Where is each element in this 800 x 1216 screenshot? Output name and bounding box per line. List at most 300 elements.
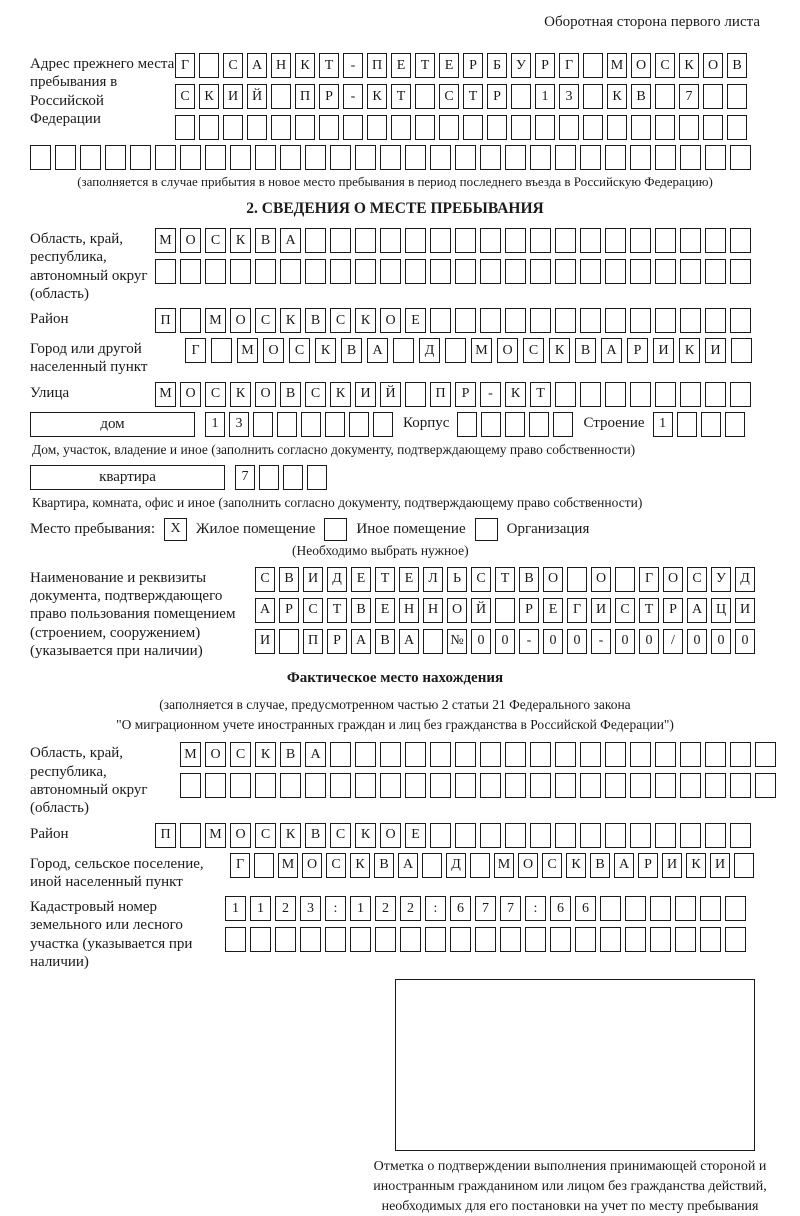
char-cell[interactable]: Ь	[447, 567, 467, 592]
char-cell[interactable]: С	[205, 382, 226, 407]
char-cell[interactable]: Р	[663, 598, 683, 623]
char-cell[interactable]: 0	[495, 629, 515, 654]
char-cell[interactable]	[487, 115, 507, 140]
char-cell[interactable]: И	[735, 598, 755, 623]
char-cell[interactable]: О	[518, 853, 538, 878]
char-cell[interactable]	[631, 115, 651, 140]
char-cell[interactable]	[630, 308, 651, 333]
char-cell[interactable]	[355, 228, 376, 253]
char-cell[interactable]	[422, 853, 442, 878]
char-cell[interactable]	[730, 145, 751, 170]
char-cell[interactable]	[679, 115, 699, 140]
char-cell[interactable]	[330, 742, 351, 767]
char-cell[interactable]	[457, 412, 477, 437]
char-cell[interactable]: К	[566, 853, 586, 878]
char-cell[interactable]	[455, 228, 476, 253]
char-cell[interactable]	[480, 742, 501, 767]
char-cell[interactable]	[580, 823, 601, 848]
char-cell[interactable]	[480, 145, 501, 170]
char-cell[interactable]	[655, 773, 676, 798]
char-cell[interactable]	[525, 927, 546, 952]
char-cell[interactable]	[730, 382, 751, 407]
char-cell[interactable]: С	[289, 338, 310, 363]
char-cell[interactable]	[230, 259, 251, 284]
char-cell[interactable]: О	[447, 598, 467, 623]
char-cell[interactable]	[155, 145, 176, 170]
char-cell[interactable]: -	[480, 382, 501, 407]
char-cell[interactable]: С	[471, 567, 491, 592]
char-cell[interactable]: С	[230, 742, 251, 767]
char-cell[interactable]: Й	[471, 598, 491, 623]
char-cell[interactable]	[605, 742, 626, 767]
char-cell[interactable]	[391, 115, 411, 140]
char-cell[interactable]: /	[663, 629, 683, 654]
char-cell[interactable]	[703, 115, 723, 140]
char-cell[interactable]: Т	[319, 53, 339, 78]
char-cell[interactable]: С	[205, 228, 226, 253]
char-cell[interactable]	[325, 927, 346, 952]
char-cell[interactable]	[255, 145, 276, 170]
char-cell[interactable]: М	[278, 853, 298, 878]
char-cell[interactable]	[271, 84, 291, 109]
char-cell[interactable]	[280, 773, 301, 798]
char-cell[interactable]	[430, 145, 451, 170]
char-cell[interactable]: В	[519, 567, 539, 592]
char-cell[interactable]	[650, 927, 671, 952]
char-cell[interactable]	[580, 145, 601, 170]
char-cell[interactable]	[727, 84, 747, 109]
char-cell[interactable]	[505, 823, 526, 848]
char-cell[interactable]: А	[255, 598, 275, 623]
char-cell[interactable]: О	[591, 567, 611, 592]
char-cell[interactable]: В	[305, 308, 326, 333]
char-cell[interactable]	[481, 412, 501, 437]
char-cell[interactable]: К	[330, 382, 351, 407]
char-cell[interactable]: К	[280, 823, 301, 848]
char-cell[interactable]: Р	[319, 84, 339, 109]
char-cell[interactable]: Б	[487, 53, 507, 78]
char-cell[interactable]	[439, 115, 459, 140]
char-cell[interactable]: И	[705, 338, 726, 363]
char-cell[interactable]	[480, 259, 501, 284]
char-cell[interactable]: Е	[399, 567, 419, 592]
char-cell[interactable]: Г	[185, 338, 206, 363]
char-cell[interactable]	[330, 773, 351, 798]
char-cell[interactable]: Т	[327, 598, 347, 623]
char-cell[interactable]: 0	[471, 629, 491, 654]
char-cell[interactable]	[555, 308, 576, 333]
char-cell[interactable]	[630, 773, 651, 798]
char-cell[interactable]: В	[280, 382, 301, 407]
char-cell[interactable]	[625, 927, 646, 952]
char-cell[interactable]	[367, 115, 387, 140]
char-cell[interactable]: С	[326, 853, 346, 878]
char-cell[interactable]	[380, 259, 401, 284]
char-cell[interactable]	[330, 259, 351, 284]
char-cell[interactable]	[349, 412, 369, 437]
char-cell[interactable]	[470, 853, 490, 878]
char-cell[interactable]	[255, 773, 276, 798]
char-cell[interactable]	[580, 773, 601, 798]
char-cell[interactable]: :	[325, 896, 346, 921]
char-cell[interactable]: С	[439, 84, 459, 109]
char-cell[interactable]	[630, 145, 651, 170]
char-cell[interactable]	[655, 228, 676, 253]
char-cell[interactable]: И	[662, 853, 682, 878]
char-cell[interactable]	[630, 382, 651, 407]
char-cell[interactable]: В	[375, 629, 395, 654]
char-cell[interactable]: А	[399, 629, 419, 654]
char-cell[interactable]	[705, 742, 726, 767]
char-cell[interactable]: Н	[423, 598, 443, 623]
char-cell[interactable]	[655, 84, 675, 109]
char-cell[interactable]	[511, 84, 531, 109]
char-cell[interactable]	[223, 115, 243, 140]
char-cell[interactable]	[705, 145, 726, 170]
char-cell[interactable]	[555, 823, 576, 848]
char-cell[interactable]	[655, 145, 676, 170]
char-cell[interactable]	[680, 145, 701, 170]
char-cell[interactable]	[225, 927, 246, 952]
char-cell[interactable]	[259, 465, 279, 490]
char-cell[interactable]	[734, 853, 754, 878]
char-cell[interactable]: О	[180, 228, 201, 253]
char-cell[interactable]: И	[710, 853, 730, 878]
char-cell[interactable]: М	[205, 308, 226, 333]
char-cell[interactable]	[500, 927, 521, 952]
char-cell[interactable]: А	[305, 742, 326, 767]
char-cell[interactable]: К	[315, 338, 336, 363]
char-cell[interactable]	[430, 259, 451, 284]
char-cell[interactable]	[680, 382, 701, 407]
char-cell[interactable]: Е	[391, 53, 411, 78]
char-cell[interactable]	[445, 338, 466, 363]
char-cell[interactable]: Д	[446, 853, 466, 878]
char-cell[interactable]: М	[494, 853, 514, 878]
char-cell[interactable]	[455, 742, 476, 767]
char-cell[interactable]	[405, 228, 426, 253]
char-cell[interactable]	[319, 115, 339, 140]
char-cell[interactable]: 0	[687, 629, 707, 654]
char-cell[interactable]	[600, 927, 621, 952]
char-cell[interactable]	[300, 927, 321, 952]
char-cell[interactable]: О	[263, 338, 284, 363]
char-cell[interactable]: Е	[375, 598, 395, 623]
char-cell[interactable]	[211, 338, 232, 363]
char-cell[interactable]	[700, 896, 721, 921]
char-cell[interactable]	[605, 259, 626, 284]
char-cell[interactable]	[701, 412, 721, 437]
char-cell[interactable]: 0	[543, 629, 563, 654]
char-cell[interactable]	[180, 773, 201, 798]
char-cell[interactable]: 6	[575, 896, 596, 921]
char-cell[interactable]: Р	[487, 84, 507, 109]
char-cell[interactable]: П	[367, 53, 387, 78]
char-cell[interactable]: О	[703, 53, 723, 78]
char-cell[interactable]: 0	[639, 629, 659, 654]
char-cell[interactable]	[405, 145, 426, 170]
char-cell[interactable]: Й	[380, 382, 401, 407]
char-cell[interactable]	[583, 53, 603, 78]
char-cell[interactable]	[230, 145, 251, 170]
char-cell[interactable]: А	[601, 338, 622, 363]
char-cell[interactable]	[455, 773, 476, 798]
char-cell[interactable]	[555, 773, 576, 798]
char-cell[interactable]: Г	[230, 853, 250, 878]
char-cell[interactable]	[705, 773, 726, 798]
char-cell[interactable]	[301, 412, 321, 437]
char-cell[interactable]: 0	[711, 629, 731, 654]
char-cell[interactable]: Е	[405, 308, 426, 333]
char-cell[interactable]: П	[155, 823, 176, 848]
char-cell[interactable]	[350, 927, 371, 952]
char-cell[interactable]: М	[155, 382, 176, 407]
char-cell[interactable]: В	[374, 853, 394, 878]
char-cell[interactable]	[705, 382, 726, 407]
char-cell[interactable]: К	[350, 853, 370, 878]
char-cell[interactable]: Й	[247, 84, 267, 109]
char-cell[interactable]	[380, 228, 401, 253]
char-cell[interactable]	[630, 823, 651, 848]
char-cell[interactable]	[330, 145, 351, 170]
char-cell[interactable]	[505, 412, 525, 437]
char-cell[interactable]: :	[425, 896, 446, 921]
char-cell[interactable]	[455, 308, 476, 333]
char-cell[interactable]	[455, 259, 476, 284]
char-cell[interactable]: П	[155, 308, 176, 333]
char-cell[interactable]: О	[631, 53, 651, 78]
char-cell[interactable]: №	[447, 629, 467, 654]
char-cell[interactable]: Ц	[711, 598, 731, 623]
char-cell[interactable]	[555, 145, 576, 170]
char-cell[interactable]	[423, 629, 443, 654]
char-cell[interactable]	[583, 115, 603, 140]
char-cell[interactable]: В	[727, 53, 747, 78]
char-cell[interactable]	[505, 742, 526, 767]
char-cell[interactable]	[535, 115, 555, 140]
char-cell[interactable]: Е	[405, 823, 426, 848]
char-cell[interactable]	[705, 228, 726, 253]
char-cell[interactable]	[675, 896, 696, 921]
char-cell[interactable]: Р	[327, 629, 347, 654]
char-cell[interactable]: Т	[495, 567, 515, 592]
char-cell[interactable]: :	[525, 896, 546, 921]
char-cell[interactable]	[655, 742, 676, 767]
char-cell[interactable]: Р	[519, 598, 539, 623]
char-cell[interactable]	[430, 228, 451, 253]
char-cell[interactable]	[559, 115, 579, 140]
char-cell[interactable]	[380, 742, 401, 767]
char-cell[interactable]: 3	[559, 84, 579, 109]
char-cell[interactable]: О	[380, 308, 401, 333]
char-cell[interactable]	[380, 145, 401, 170]
char-cell[interactable]	[425, 927, 446, 952]
char-cell[interactable]: Г	[175, 53, 195, 78]
char-cell[interactable]	[680, 823, 701, 848]
char-cell[interactable]: У	[711, 567, 731, 592]
char-cell[interactable]: И	[303, 567, 323, 592]
char-cell[interactable]: К	[280, 308, 301, 333]
char-cell[interactable]	[730, 228, 751, 253]
char-cell[interactable]: В	[351, 598, 371, 623]
char-cell[interactable]: П	[295, 84, 315, 109]
char-cell[interactable]: В	[575, 338, 596, 363]
char-cell[interactable]	[250, 927, 271, 952]
char-cell[interactable]	[580, 228, 601, 253]
char-cell[interactable]	[575, 927, 596, 952]
char-cell[interactable]: А	[614, 853, 634, 878]
char-cell[interactable]: О	[543, 567, 563, 592]
char-cell[interactable]: -	[591, 629, 611, 654]
char-cell[interactable]: М	[205, 823, 226, 848]
char-cell[interactable]	[325, 412, 345, 437]
char-cell[interactable]	[175, 115, 195, 140]
char-cell[interactable]	[199, 115, 219, 140]
char-cell[interactable]: А	[247, 53, 267, 78]
char-cell[interactable]	[280, 145, 301, 170]
char-cell[interactable]	[247, 115, 267, 140]
char-cell[interactable]	[605, 773, 626, 798]
char-cell[interactable]: О	[230, 823, 251, 848]
char-cell[interactable]	[205, 259, 226, 284]
char-cell[interactable]	[680, 259, 701, 284]
char-cell[interactable]: Р	[463, 53, 483, 78]
char-cell[interactable]	[567, 567, 587, 592]
char-cell[interactable]	[355, 742, 376, 767]
char-cell[interactable]	[580, 742, 601, 767]
char-cell[interactable]: К	[505, 382, 526, 407]
char-cell[interactable]	[680, 228, 701, 253]
char-cell[interactable]	[275, 927, 296, 952]
char-cell[interactable]: У	[511, 53, 531, 78]
char-cell[interactable]	[355, 259, 376, 284]
char-cell[interactable]: О	[205, 742, 226, 767]
char-cell[interactable]	[180, 145, 201, 170]
char-cell[interactable]	[283, 465, 303, 490]
char-cell[interactable]: В	[305, 823, 326, 848]
char-cell[interactable]	[530, 308, 551, 333]
char-cell[interactable]	[680, 773, 701, 798]
char-cell[interactable]	[475, 927, 496, 952]
char-cell[interactable]	[680, 308, 701, 333]
char-cell[interactable]	[705, 823, 726, 848]
char-cell[interactable]: Д	[735, 567, 755, 592]
char-cell[interactable]	[555, 742, 576, 767]
char-cell[interactable]	[555, 259, 576, 284]
char-cell[interactable]	[705, 259, 726, 284]
char-cell[interactable]	[725, 412, 745, 437]
char-cell[interactable]	[80, 145, 101, 170]
char-cell[interactable]: В	[590, 853, 610, 878]
char-cell[interactable]: К	[355, 823, 376, 848]
char-cell[interactable]	[130, 145, 151, 170]
char-cell[interactable]	[405, 382, 426, 407]
char-cell[interactable]: 0	[567, 629, 587, 654]
char-cell[interactable]: Р	[279, 598, 299, 623]
char-cell[interactable]: Т	[639, 598, 659, 623]
char-cell[interactable]	[180, 823, 201, 848]
char-cell[interactable]: С	[255, 823, 276, 848]
char-cell[interactable]: 3	[300, 896, 321, 921]
char-cell[interactable]	[730, 742, 751, 767]
char-cell[interactable]	[755, 742, 776, 767]
char-cell[interactable]	[279, 629, 299, 654]
char-cell[interactable]	[430, 773, 451, 798]
char-cell[interactable]	[680, 742, 701, 767]
char-cell[interactable]: 2	[400, 896, 421, 921]
char-cell[interactable]: Г	[567, 598, 587, 623]
char-cell[interactable]	[180, 308, 201, 333]
char-cell[interactable]	[30, 145, 51, 170]
char-cell[interactable]: Л	[423, 567, 443, 592]
char-cell[interactable]	[607, 115, 627, 140]
char-cell[interactable]	[529, 412, 549, 437]
char-cell[interactable]	[415, 84, 435, 109]
char-cell[interactable]	[305, 259, 326, 284]
char-cell[interactable]: С	[655, 53, 675, 78]
char-cell[interactable]	[583, 84, 603, 109]
char-cell[interactable]	[455, 823, 476, 848]
house-type-field[interactable]: дом	[30, 412, 195, 437]
char-cell[interactable]	[530, 145, 551, 170]
char-cell[interactable]: -	[519, 629, 539, 654]
char-cell[interactable]	[271, 115, 291, 140]
char-cell[interactable]	[355, 145, 376, 170]
char-cell[interactable]: -	[343, 53, 363, 78]
char-cell[interactable]: И	[653, 338, 674, 363]
char-cell[interactable]: 6	[550, 896, 571, 921]
char-cell[interactable]: П	[430, 382, 451, 407]
char-cell[interactable]: О	[380, 823, 401, 848]
char-cell[interactable]	[405, 773, 426, 798]
stay-type-checkbox-other[interactable]	[324, 518, 347, 541]
char-cell[interactable]	[180, 259, 201, 284]
char-cell[interactable]	[463, 115, 483, 140]
char-cell[interactable]: А	[351, 629, 371, 654]
char-cell[interactable]	[730, 823, 751, 848]
char-cell[interactable]	[380, 773, 401, 798]
char-cell[interactable]	[430, 308, 451, 333]
char-cell[interactable]: Т	[375, 567, 395, 592]
char-cell[interactable]: Р	[627, 338, 648, 363]
char-cell[interactable]	[605, 145, 626, 170]
char-cell[interactable]: С	[687, 567, 707, 592]
char-cell[interactable]	[511, 115, 531, 140]
char-cell[interactable]: С	[305, 382, 326, 407]
char-cell[interactable]	[615, 567, 635, 592]
char-cell[interactable]: Р	[638, 853, 658, 878]
char-cell[interactable]	[677, 412, 697, 437]
char-cell[interactable]: Т	[463, 84, 483, 109]
char-cell[interactable]: В	[280, 742, 301, 767]
char-cell[interactable]	[55, 145, 76, 170]
char-cell[interactable]	[605, 228, 626, 253]
char-cell[interactable]	[655, 382, 676, 407]
char-cell[interactable]	[555, 382, 576, 407]
char-cell[interactable]: Т	[391, 84, 411, 109]
char-cell[interactable]	[105, 145, 126, 170]
char-cell[interactable]	[630, 742, 651, 767]
char-cell[interactable]	[530, 742, 551, 767]
char-cell[interactable]: -	[343, 84, 363, 109]
char-cell[interactable]: И	[355, 382, 376, 407]
char-cell[interactable]: А	[280, 228, 301, 253]
char-cell[interactable]	[277, 412, 297, 437]
char-cell[interactable]	[630, 259, 651, 284]
char-cell[interactable]	[555, 228, 576, 253]
char-cell[interactable]: О	[497, 338, 518, 363]
char-cell[interactable]	[205, 145, 226, 170]
